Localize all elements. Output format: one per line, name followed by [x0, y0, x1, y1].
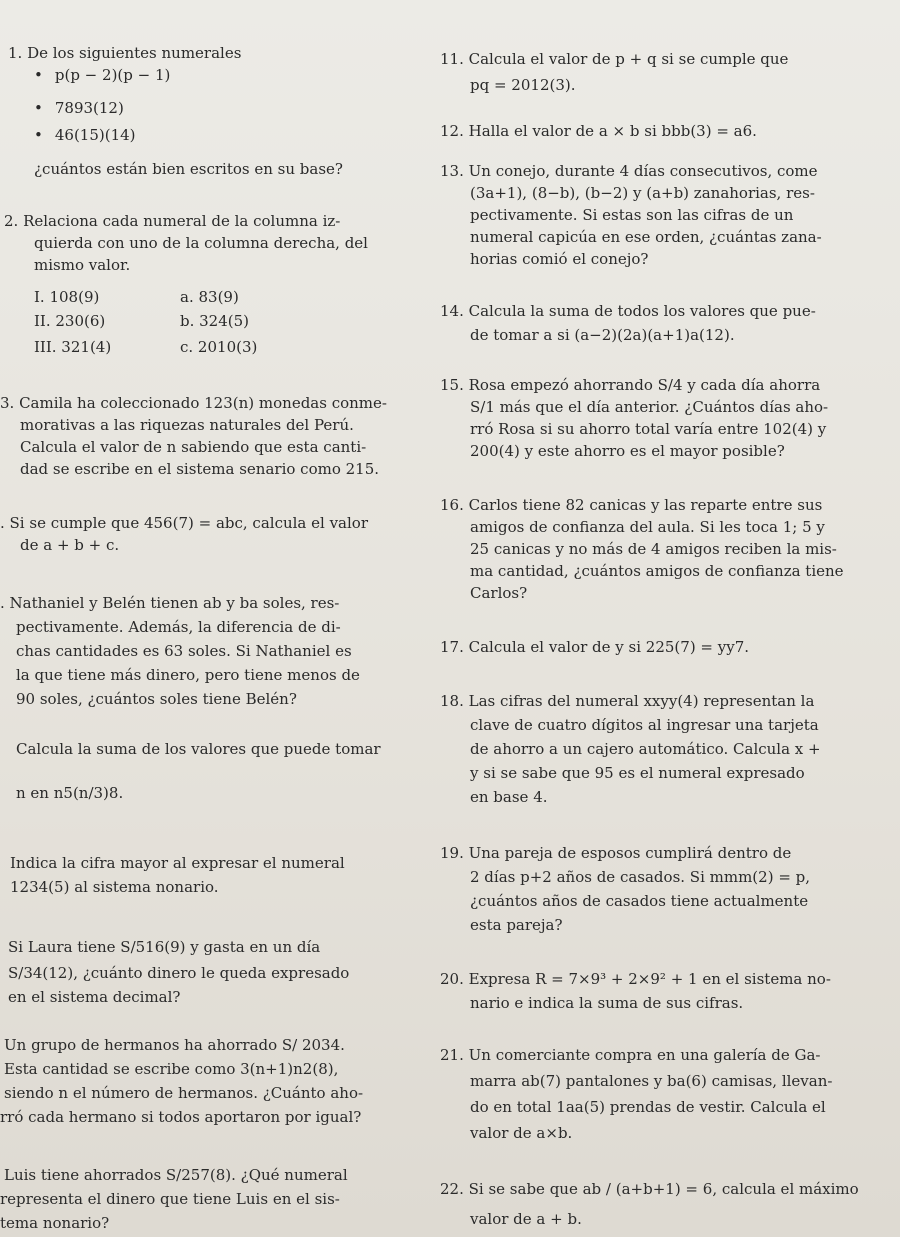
- problem-5-line-3: chas cantidades es 63 soles. Si Nathaniel es: [16, 642, 352, 660]
- problem-22-line-2: valor de a + b.: [470, 1210, 582, 1228]
- problem-8-line-1: Si Laura tiene S/516(9) y gasta en un día: [8, 938, 321, 956]
- problem-17-line-1: 17. Calcula el valor de y si 225(7) = yy7.: [440, 638, 750, 656]
- problem-9-line-2: Esta cantidad se escribe como 3(n+1)n2(8),: [4, 1060, 339, 1078]
- problem-13-line-2: (3a+1), (8−b), (b−2) y (a+b) zanahorias, res-: [470, 184, 815, 202]
- problem-21-line-2: marra ab(7) pantalones y ba(6) camisas, llevan-: [470, 1072, 833, 1090]
- problem-9-line-3: siendo n el número de hermanos. ¿Cuánto aho-: [4, 1084, 364, 1102]
- problem-10-line-1: Luis tiene ahorrados S/257(8). ¿Qué numeral: [4, 1166, 348, 1184]
- problem-14-line-1: 14. Calcula la suma de todos los valores que pue-: [440, 302, 816, 320]
- problem-3-line-2: morativas a las riquezas naturales del Perú.: [20, 416, 354, 434]
- problem-12-line-1: 12. Halla el valor de a × b si bbb(3) = a6.: [440, 122, 757, 140]
- problem-13-line-3: pectivamente. Si estas son las cifras de un: [470, 206, 794, 224]
- problem-19-line-1: 19. Una pareja de esposos cumplirá dentro de: [440, 844, 792, 862]
- problem-19-line-3: ¿cuántos años de casados tiene actualmente: [470, 892, 809, 910]
- problem-2-left-3: III. 321(4): [34, 338, 112, 356]
- problem-7-line-2: 1234(5) al sistema nonario.: [10, 878, 219, 896]
- problem-8-line-3: en el sistema decimal?: [8, 988, 181, 1006]
- problem-16-line-5: Carlos?: [470, 584, 528, 602]
- problem-21-line-1: 21. Un comerciante compra en una galería de Ga-: [440, 1046, 821, 1064]
- problem-10-line-3: tema nonario?: [0, 1214, 110, 1232]
- problem-14-line-2: de tomar a si (a−2)(2a)(a+1)a(12).: [470, 326, 735, 344]
- problem-4-line-1: . Si se cumple que 456(7) = abc, calcula el valor: [0, 514, 368, 532]
- problem-5-line-4: la que tiene más dinero, pero tiene menos de: [16, 666, 360, 684]
- problem-21-line-3: do en total 1aa(5) prendas de vestir. Calcula el: [470, 1098, 826, 1116]
- problem-3-line-4: dad se escribe en el sistema senario como 215.: [20, 460, 380, 478]
- problem-15-line-4: 200(4) y este ahorro es el mayor posible?: [470, 442, 785, 460]
- problem-20-line-1: 20. Expresa R = 7×9³ + 2×9² + 1 en el sistema no-: [440, 970, 831, 988]
- problem-6-line-1: Calcula la suma de los valores que puede tomar: [16, 740, 381, 758]
- problem-2-line-1: 2. Relaciona cada numeral de la columna iz-: [4, 212, 341, 230]
- problem-5-line-1: . Nathaniel y Belén tienen ab y ba soles, res-: [0, 594, 340, 612]
- problem-21-line-4: valor de a×b.: [470, 1124, 573, 1142]
- problem-2-right-b: b. 324(5): [180, 312, 250, 330]
- problem-6-line-2: n en n5(n/3)8.: [16, 784, 124, 802]
- problem-13-line-5: horias comió el conejo?: [470, 250, 649, 268]
- problem-1-item-3: • 46(15)(14): [34, 124, 136, 146]
- problem-13-line-4: numeral capicúa en ese orden, ¿cuántas zana-: [470, 228, 822, 246]
- problem-19-line-4: esta pareja?: [470, 916, 563, 934]
- problem-2-line-3: mismo valor.: [34, 256, 131, 274]
- problem-7-line-1: Indica la cifra mayor al expresar el numeral: [10, 854, 345, 872]
- problem-5-line-2: pectivamente. Además, la diferencia de di-: [16, 618, 341, 636]
- problem-8-line-2: S/34(12), ¿cuánto dinero le queda expresado: [8, 964, 350, 982]
- problem-4-line-2: de a + b + c.: [20, 536, 120, 554]
- problem-13-line-1: 13. Un conejo, durante 4 días consecutivos, come: [440, 162, 818, 180]
- problem-1-item-2: • 7893(12): [34, 97, 124, 119]
- problem-2-right-a: a. 83(9): [180, 288, 239, 306]
- problem-16-line-2: amigos de confianza del aula. Si les toca 1; 5 y: [470, 518, 825, 536]
- problem-1-item-1: • p(p − 2)(p − 1): [34, 64, 170, 86]
- problem-10-line-2: representa el dinero que tiene Luis en el sis-: [0, 1190, 340, 1208]
- problem-18-line-2: clave de cuatro dígitos al ingresar una tarjeta: [470, 716, 819, 734]
- problem-2-left-2: II. 230(6): [34, 312, 106, 330]
- problem-2-right-c: c. 2010(3): [180, 338, 258, 356]
- problem-3-line-1: 3. Camila ha coleccionado 123(n) monedas conme-: [0, 394, 387, 412]
- problem-3-line-3: Calcula el valor de n sabiendo que esta canti-: [20, 438, 367, 456]
- problem-18-line-5: en base 4.: [470, 788, 548, 806]
- problem-1-title: 1. De los siguientes numerales: [8, 44, 242, 62]
- problem-1-question: ¿cuántos están bien escritos en su base?: [34, 160, 343, 178]
- problem-22-line-1: 22. Si se sabe que ab / (a+b+1) = 6, calcula el máximo: [440, 1180, 859, 1198]
- problem-15-line-2: S/1 más que el día anterior. ¿Cuántos días aho-: [470, 398, 829, 416]
- problem-15-line-3: rró Rosa si su ahorro total varía entre 102(4) y: [470, 420, 827, 438]
- problem-9-line-1: Un grupo de hermanos ha ahorrado S/ 2034.: [4, 1036, 345, 1054]
- problem-18-line-1: 18. Las cifras del numeral xxyy(4) representan la: [440, 692, 815, 710]
- problem-9-line-4: rró cada hermano si todos aportaron por igual?: [0, 1108, 362, 1126]
- problem-18-line-3: de ahorro a un cajero automático. Calcula x +: [470, 740, 821, 758]
- problem-2-line-2: quierda con uno de la columna derecha, del: [34, 234, 368, 252]
- problem-20-line-2: nario e indica la suma de sus cifras.: [470, 994, 744, 1012]
- problem-16-line-3: 25 canicas y no más de 4 amigos reciben la mis-: [470, 540, 837, 558]
- problem-15-line-1: 15. Rosa empezó ahorrando S/4 y cada día ahorra: [440, 376, 821, 394]
- problem-18-line-4: y si se sabe que 95 es el numeral expresado: [470, 764, 805, 782]
- problem-16-line-4: ma cantidad, ¿cuántos amigos de confianza tiene: [470, 562, 844, 580]
- problem-11-line-2: pq = 2012(3).: [470, 76, 576, 94]
- problem-2-left-1: I. 108(9): [34, 288, 100, 306]
- problem-5-line-5: 90 soles, ¿cuántos soles tiene Belén?: [16, 690, 297, 708]
- problem-19-line-2: 2 días p+2 años de casados. Si mmm(2) = p,: [470, 868, 811, 886]
- problem-11-line-1: 11. Calcula el valor de p + q si se cumple que: [440, 50, 789, 68]
- problem-16-line-1: 16. Carlos tiene 82 canicas y las reparte entre sus: [440, 496, 823, 514]
